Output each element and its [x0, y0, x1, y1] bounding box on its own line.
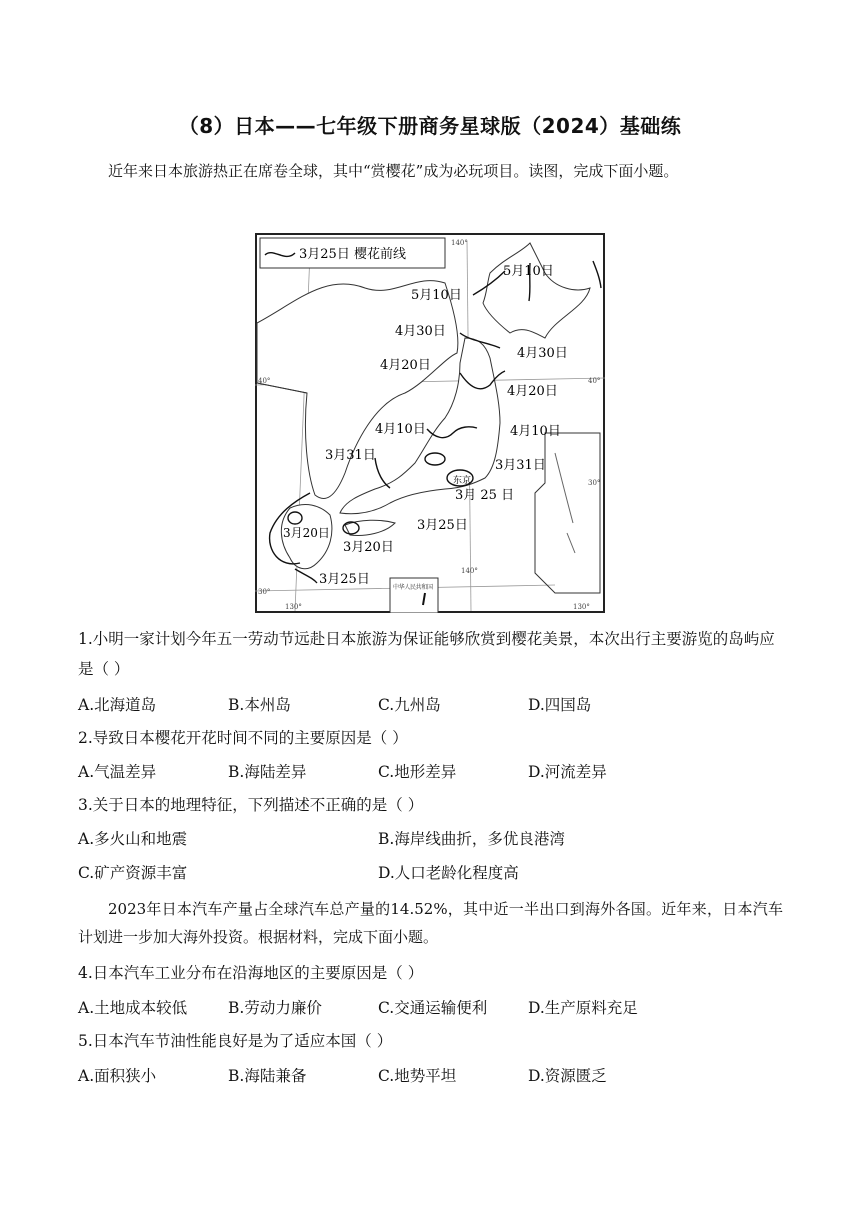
option[interactable]: C.地势平坦 — [378, 1067, 457, 1085]
svg-text:140°: 140° — [461, 567, 478, 575]
inset-label: 中华人民共和国 — [393, 584, 433, 591]
isoline-label: 3月20日 — [343, 540, 394, 555]
isoline-label: 3月31日 — [495, 458, 546, 473]
option[interactable]: A.多火山和地震 — [78, 830, 188, 848]
question-2-stem: 2.导致日本樱花开花时间不同的主要原因是（ ） — [78, 729, 408, 747]
question-4-stem: 4.日本汽车工业分布在沿海地区的主要原因是（ ） — [78, 964, 424, 982]
isoline-label: 4月20日 — [380, 358, 431, 373]
page-title: （8）日本——七年级下册商务星球版（2024）基础练 — [178, 114, 682, 138]
option[interactable]: A.面积狭小 — [78, 1067, 157, 1085]
option[interactable]: D.人口老龄化程度高 — [378, 864, 519, 882]
isoline-label: 3月20日 — [283, 526, 330, 540]
svg-text:30°: 30° — [588, 479, 601, 487]
question-3-options-row2 — [78, 858, 783, 888]
option[interactable]: B.本州岛 — [228, 696, 291, 714]
isoline-label: 3月 25 日 — [455, 488, 515, 503]
option[interactable]: D.资源匮乏 — [528, 1067, 607, 1085]
option[interactable]: C.交通运输便利 — [378, 999, 488, 1017]
isoline-label: 3月31日 — [325, 448, 376, 463]
intro-paragraph-1: 近年来日本旅游热正在席卷全球，其中“赏樱花”成为必玩项目。读图，完成下面小题。 — [108, 162, 679, 180]
isoline-label: 4月10日 — [375, 422, 426, 437]
question-3-options-row1 — [78, 824, 783, 854]
isoline-label: 3月25日 — [319, 572, 370, 587]
option[interactable]: D.河流差异 — [528, 763, 607, 781]
option[interactable]: B.海陆差异 — [228, 763, 307, 781]
isoline-label: 4月30日 — [395, 324, 446, 339]
svg-text:130°: 130° — [573, 603, 590, 611]
question-5-stem: 5.日本汽车节油性能良好是为了适应本国（ ） — [78, 1032, 393, 1050]
option[interactable]: B.劳动力廉价 — [228, 999, 322, 1017]
question-5-options — [78, 1061, 783, 1091]
isoline-label: 4月20日 — [507, 384, 558, 399]
option[interactable]: D.四国岛 — [528, 696, 592, 714]
question-3-stem: 3.关于日本的地理特征，下列描述不正确的是（ ） — [78, 796, 424, 814]
option[interactable]: B.海陆兼备 — [228, 1067, 307, 1085]
svg-text:30°: 30° — [258, 588, 271, 596]
isoline-label: 4月10日 — [510, 424, 561, 439]
city-label: 东京 — [453, 476, 472, 486]
question-1-options — [78, 690, 783, 720]
option[interactable]: A.气温差异 — [78, 763, 157, 781]
svg-text:130°: 130° — [285, 603, 302, 611]
svg-text:40°: 40° — [588, 377, 601, 385]
question-4-options — [78, 993, 783, 1023]
svg-text:140°: 140° — [451, 239, 468, 247]
isoline-label: 3月25日 — [417, 518, 468, 533]
isoline-label: 5月10日 — [411, 288, 462, 303]
option[interactable]: C.地形差异 — [378, 763, 457, 781]
question-1-stem: 1.小明一家计划今年五一劳动节远赴日本旅游为保证能够欣赏到樱花美景，本次出行主要游览的岛屿应是（ ） — [78, 630, 775, 678]
intro-paragraph-2: 2023年日本汽车产量占全球汽车总产量的14.52%，其中近一半出口到海外各国。近年来，日本汽车计划进一步加大海外投资。根据材料，完成下面小题。 — [78, 900, 783, 946]
cherry-blossom-front-map — [255, 233, 605, 613]
option[interactable]: A.北海道岛 — [78, 696, 157, 714]
option[interactable]: B.海岸线曲折，多优良港湾 — [378, 830, 565, 848]
question-2-options — [78, 757, 783, 787]
option[interactable]: C.矿产资源丰富 — [78, 864, 188, 882]
isoline-label: 5月10日 — [503, 264, 554, 279]
isoline-label: 4月30日 — [517, 346, 568, 361]
svg-text:40°: 40° — [258, 377, 271, 385]
option[interactable]: A.土地成本较低 — [78, 999, 188, 1017]
map-legend: 3月25日 樱花前线 — [299, 247, 406, 262]
option[interactable]: C.九州岛 — [378, 696, 441, 714]
option[interactable]: D.生产原料充足 — [528, 999, 638, 1017]
